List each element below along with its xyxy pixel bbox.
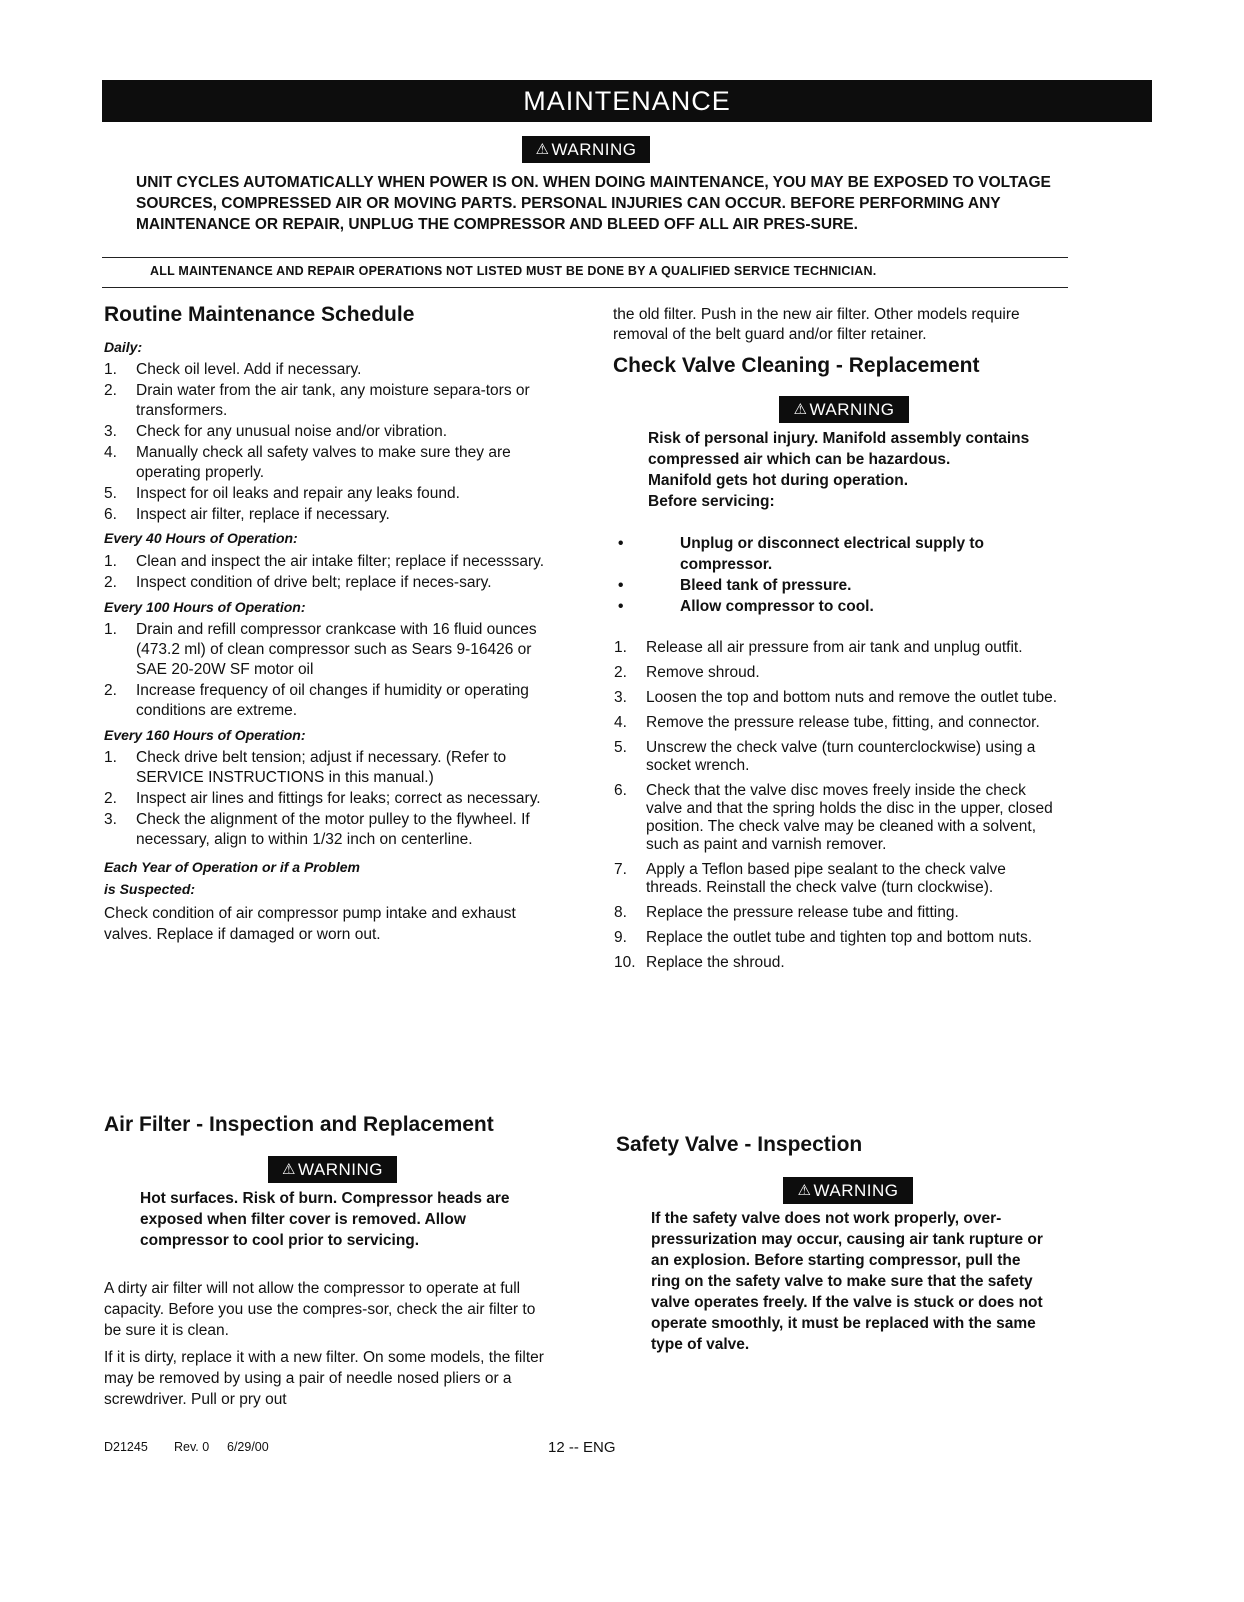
- each-year-label-cont: is Suspected:: [104, 881, 196, 897]
- list-item: [104, 573, 564, 593]
- item-number: 10.: [614, 954, 636, 971]
- list-item: [104, 789, 564, 809]
- daily-list: [104, 360, 564, 525]
- technician-note: ALL MAINTENANCE AND REPAIR OPERATIONS NOT LISTED MUST BE DONE BY A QUALIFIED SERVICE TECHNICIAN.: [150, 264, 877, 278]
- list-item: [104, 681, 564, 721]
- bullet-text: Allow compressor to cool.: [680, 598, 874, 615]
- item-text: Unscrew the check valve (turn counterclockwise) using a socket wrench.: [646, 739, 1036, 774]
- list-item: [104, 360, 564, 380]
- item-text: Check for any unusual noise and/or vibration.: [136, 423, 448, 440]
- list-item: [614, 782, 1064, 854]
- item-number: 1.: [104, 553, 117, 570]
- item-number: 1.: [104, 749, 117, 766]
- bullet-item: [614, 596, 1064, 617]
- check-valve-bullets: [614, 533, 1064, 617]
- safety-valve-heading: Safety Valve - Inspection: [616, 1133, 863, 1156]
- list-item: [614, 689, 1064, 707]
- item-number: 6.: [614, 782, 627, 799]
- warning-triangle-icon: ⚠: [797, 1182, 812, 1199]
- list-item: [614, 664, 1064, 682]
- list-item: [614, 929, 1064, 947]
- bullet-dot-icon: •: [618, 535, 624, 552]
- item-text: Release all air pressure from air tank and unplug outfit.: [646, 639, 1023, 656]
- air-filter-warning: [140, 1188, 540, 1251]
- before-servicing-text: Before servicing:: [648, 493, 775, 510]
- list-item: [614, 904, 1064, 922]
- list-item: [614, 861, 1064, 897]
- item-text: Check oil level. Add if necessary.: [136, 361, 362, 378]
- warning-triangle-icon: ⚠: [535, 141, 550, 158]
- doc-id: D21245: [104, 1440, 148, 1454]
- safety-valve-section: [616, 1133, 1056, 1157]
- item-number: 1.: [614, 639, 627, 656]
- item-text: Replace the outlet tube and tighten top and bottom nuts.: [646, 929, 1033, 946]
- every-160-hours-label: Every 160 Hours of Operation:: [104, 727, 306, 743]
- item-number: 8.: [614, 904, 627, 921]
- item-text: Clean and inspect the air intake filter; replace if necesssary.: [136, 553, 545, 570]
- list-item: [104, 620, 564, 680]
- page-title: MAINTENANCE: [102, 80, 1152, 122]
- check-valve-warning: [648, 428, 1068, 512]
- safety-valve-warning: [651, 1208, 1051, 1355]
- air-filter-paragraph: If it is dirty, replace it with a new filter. On some models, the filter may be removed by using a pair of needle nosed pliers or a screwdriver. Pull or pry out: [104, 1349, 544, 1408]
- left-column: [104, 303, 564, 945]
- item-number: 4.: [614, 714, 627, 731]
- item-text: Inspect for oil leaks and repair any leaks found.: [136, 485, 460, 502]
- warning-label: WARNING: [297, 1160, 383, 1179]
- warning-triangle-icon: ⚠: [282, 1161, 296, 1178]
- bullet-dot-icon: •: [618, 577, 624, 594]
- item-text: Remove shroud.: [646, 664, 760, 681]
- list-item: [614, 639, 1064, 657]
- item-number: 5.: [104, 485, 117, 502]
- item-number: 9.: [614, 929, 627, 946]
- bullet-dot-icon: •: [618, 598, 624, 615]
- item-text: Apply a Teflon based pipe sealant to the check valve threads. Reinstall the check valve (turn clockwise).: [646, 861, 1006, 896]
- every-100-hours-label: Every 100 Hours of Operation:: [104, 599, 306, 615]
- item-text: Check that the valve disc moves freely inside the check valve and that the spring holds the disc in the upper, closed position. The check valve may be cleaned with a solvent, such as paint and varnish remover.: [646, 782, 1053, 853]
- item-text: Drain and refill compressor crankcase with 16 fluid ounces (473.2 ml) of clean compressor such as Sears 9-16426 or SAE 20-20W SF motor oil: [136, 621, 537, 678]
- each-year-text: Check condition of air compressor pump intake and exhaust valves. Replace if damaged or worn out.: [104, 905, 516, 943]
- air-filter-section: [104, 1113, 544, 1137]
- check-valve-warning-text: Risk of personal injury. Manifold assembly contains compressed air which can be hazardous.: [648, 430, 1030, 468]
- list-item: [104, 810, 564, 850]
- item-number: 5.: [614, 739, 627, 756]
- item-number: 1.: [104, 361, 117, 378]
- check-valve-heading: Check Valve Cleaning - Replacement: [613, 354, 980, 377]
- list-item: [614, 714, 1064, 732]
- list-item: [104, 422, 564, 442]
- item-number: 3.: [614, 689, 627, 706]
- every-40-hours-label: Every 40 Hours of Operation:: [104, 530, 298, 546]
- item-text: Replace the shroud.: [646, 954, 785, 971]
- bullet-item: [614, 533, 1064, 575]
- air-filter-warning-text: Hot surfaces. Risk of burn. Compressor heads are exposed when filter cover is removed. Allow compressor to cool prior to servicing.: [140, 1190, 510, 1249]
- item-text: Check drive belt tension; adjust if necessary. (Refer to SERVICE INSTRUCTIONS in this manual.): [136, 749, 507, 786]
- every-40-hours-list: [104, 552, 564, 593]
- safety-valve-warning-text: If the safety valve does not work properly, over-pressurization may occur, causing air tank rupture or an explosion. Before starting compressor, pull the ring on the safety valve to make sure that the safety valve operates freely. If the valve is stuck or does not operate smoothly, it must be replaced with the same type of valve.: [651, 1210, 1043, 1353]
- list-item: [104, 552, 564, 572]
- item-number: 3.: [104, 423, 117, 440]
- air-filter-paragraph-cont: the old filter. Push in the new air filter. Other models require removal of the belt guard and/or filter retainer.: [613, 306, 1020, 343]
- item-text: Drain water from the air tank, any moisture separa-tors or transformers.: [136, 382, 530, 419]
- item-text: Loosen the top and bottom nuts and remove the outlet tube.: [646, 689, 1058, 706]
- manifold-hot-text: Manifold gets hot during operation.: [648, 472, 909, 489]
- every-160-hours-list: [104, 748, 564, 850]
- warning-label: WARNING: [809, 400, 895, 419]
- air-filter-body: [104, 1278, 552, 1410]
- list-item: [104, 748, 564, 788]
- warning-triangle-icon: ⚠: [793, 401, 808, 418]
- list-item: [104, 505, 564, 525]
- list-item: [104, 484, 564, 504]
- check-valve-steps: [614, 639, 1064, 979]
- check-valve-warning-badge: [779, 396, 909, 423]
- revision-date: 6/29/00: [227, 1440, 269, 1454]
- item-number: 1.: [104, 621, 117, 638]
- warning-label: WARNING: [813, 1181, 899, 1200]
- air-filter-heading: Air Filter - Inspection and Replacement: [104, 1113, 494, 1136]
- item-number: 3.: [104, 811, 117, 828]
- item-text: Increase frequency of oil changes if humidity or operating conditions are extreme.: [136, 682, 529, 719]
- bullet-item: [614, 575, 1064, 596]
- bullet-text: Bleed tank of pressure.: [680, 577, 852, 594]
- air-filter-paragraph: A dirty air filter will not allow the compressor to operate at full capacity. Before you use the compres-sor, check the air filter to be sure it is clean.: [104, 1280, 536, 1339]
- item-number: 4.: [104, 444, 117, 461]
- revision: Rev. 0: [174, 1440, 210, 1454]
- item-text: Inspect air filter, replace if necessary.: [136, 506, 390, 523]
- page-number: 12 -- ENG: [548, 1439, 616, 1456]
- item-number: 2.: [104, 382, 117, 399]
- item-number: 2.: [104, 574, 117, 591]
- each-year-label: Each Year of Operation or if a Problem: [104, 859, 360, 875]
- general-warning-text: UNIT CYCLES AUTOMATICALLY WHEN POWER IS ON. WHEN DOING MAINTENANCE, YOU MAY BE EXPOSED TO VOLTAGE SOURCES, COMPRESSED AIR OR MOVING PARTS. PERSONAL INJURIES CAN OCCUR. BEFORE PERFORMING ANY MAINTENANCE OR REPAIR, UNPLUG THE COMPRESSOR AND BLEED OFF ALL AIR PRES-SURE.: [136, 174, 1051, 233]
- list-item: [614, 954, 1064, 972]
- item-text: Inspect condition of drive belt; replace if neces-sary.: [136, 574, 492, 591]
- bullet-text: Unplug or disconnect electrical supply to compressor.: [680, 535, 985, 573]
- right-column: [613, 305, 1063, 378]
- item-number: 2.: [614, 664, 627, 681]
- item-number: 2.: [104, 682, 117, 699]
- item-number: 7.: [614, 861, 627, 878]
- item-text: Inspect air lines and fittings for leaks; correct as necessary.: [136, 790, 541, 807]
- air-filter-warning-badge: [268, 1156, 397, 1183]
- list-item: [104, 443, 564, 483]
- list-item: [104, 381, 564, 421]
- item-text: Replace the pressure release tube and fitting.: [646, 904, 959, 921]
- warning-label: WARNING: [551, 140, 637, 159]
- every-100-hours-list: [104, 620, 564, 721]
- divider: [102, 257, 1068, 258]
- warning-badge: [522, 136, 650, 163]
- item-text: Manually check all safety valves to make sure they are operating properly.: [136, 444, 511, 481]
- item-number: 6.: [104, 506, 117, 523]
- divider: [102, 287, 1068, 288]
- item-number: 2.: [104, 790, 117, 807]
- routine-maintenance-heading: Routine Maintenance Schedule: [104, 303, 415, 326]
- safety-valve-warning-badge: [783, 1177, 913, 1204]
- item-text: Remove the pressure release tube, fitting, and connector.: [646, 714, 1040, 731]
- item-text: Check the alignment of the motor pulley to the flywheel. If necessary, align to within 1/32 inch on centerline.: [136, 811, 530, 848]
- daily-label: Daily:: [104, 339, 143, 355]
- list-item: [614, 739, 1064, 775]
